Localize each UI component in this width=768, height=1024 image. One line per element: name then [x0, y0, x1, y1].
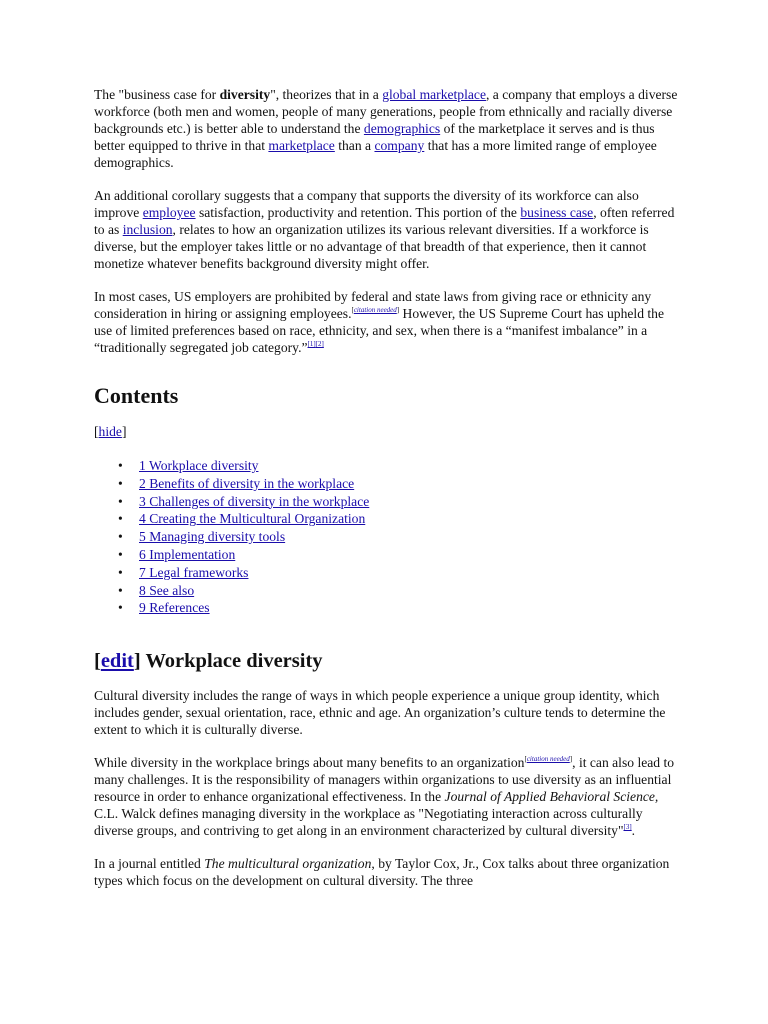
link-global-marketplace[interactable]: global marketplace — [382, 87, 486, 102]
link-employee[interactable]: employee — [142, 205, 196, 220]
toc-link-references[interactable]: 9 References — [139, 600, 210, 616]
contents-hide-toggle: [hide] — [94, 424, 127, 439]
bullet-icon: • — [118, 475, 123, 491]
link-company[interactable]: company — [374, 138, 425, 153]
edit-section-link[interactable]: edit — [100, 650, 134, 673]
toc-item — [118, 528, 678, 546]
reference-link-2[interactable]: [2] — [315, 340, 324, 348]
toc-link-implementation[interactable]: 6 Implementation — [139, 546, 236, 562]
toc-item — [118, 599, 678, 617]
toc-item — [118, 457, 678, 475]
bold-term: diversity — [219, 87, 271, 102]
toc-link-see-also[interactable]: 8 See also — [139, 582, 195, 598]
reference-marks — [624, 823, 632, 831]
toc-item — [118, 564, 678, 582]
link-marketplace[interactable]: marketplace — [268, 138, 335, 153]
bullet-icon: • — [118, 493, 123, 509]
toc-item — [118, 493, 678, 511]
bullet-icon: • — [118, 564, 123, 580]
section-paragraph-2: While diversity in the workplace brings about many benefits to an organization[citation needed], it can also lead to many challenges. It is the responsibility of managers within organizations to use diversity as an influential resource in order to enhance organizational effectiveness. In the Journal of Applied Behavioral Science, C.L. Walck defines managing diversity in the workplace as "Negotiating interaction across culturally diverse groups, and contriving to get along in an environment characterized by cultural diversity"[3]. — [94, 755, 675, 839]
toc-link-managing-tools[interactable]: 5 Managing diversity tools — [139, 529, 286, 545]
citation-needed-note: [citation needed] — [524, 755, 573, 764]
toc-link-challenges[interactable]: 3 Challenges of diversity in the workplace — [139, 493, 370, 509]
intro-paragraph-3: In most cases, US employers are prohibited by federal and state laws from giving race or ethnicity any consideration in hiring or assigning employees.[citation needed] However, the US Supreme Court has upheld the use of limited preferences based on race, ethnicity, and sex, when there is a “manifest imbalance” in a “traditionally segregated job category.”[1][2] — [94, 289, 664, 355]
link-business-case[interactable]: business case — [520, 205, 594, 220]
contents-heading: Contents — [94, 383, 179, 408]
toc-item — [118, 475, 678, 493]
bullet-icon: • — [118, 600, 123, 616]
reference-link-1[interactable]: [1] — [307, 340, 316, 348]
toc-link-legal-frameworks[interactable]: 7 Legal frameworks — [139, 564, 249, 580]
table-of-contents — [94, 457, 678, 617]
toc-link-workplace-diversity[interactable]: 1 Workplace diversity — [139, 458, 259, 473]
toc-item — [118, 582, 678, 600]
intro-paragraph-1: The "business case for diversity", theorizes that in a global marketplace, a company that employs a diverse workforce (both men and women, people of many generations, people from ethnically and racially diverse backgrounds etc.) is better able to understand the demographics of the marketplace it serves and is thus better equipped to thrive in that marketplace than a company that has a more limited range of employee demographics. — [94, 87, 678, 170]
bullet-icon: • — [118, 458, 123, 473]
citation-needed-link[interactable]: citation needed — [526, 755, 570, 764]
journal-title: The multicultural organization — [204, 856, 372, 872]
section-paragraph-1: Cultural diversity includes the range of ways in which people experience a unique group identity, which includes gender, sexual orientation, race, ethnic and age. An organization’s culture tends to determine the extent to which it is culturally diverse. — [94, 688, 666, 738]
bullet-icon: • — [118, 529, 123, 545]
reference-marks — [308, 340, 324, 348]
hide-contents-link[interactable]: hide — [98, 424, 122, 439]
bullet-icon: • — [118, 582, 123, 598]
toc-link-multicultural-organization[interactable]: 4 Creating the Multicultural Organization — [139, 511, 366, 527]
citation-needed-link[interactable]: citation needed — [353, 306, 397, 314]
toc-link-benefits[interactable]: 2 Benefits of diversity in the workplace — [139, 475, 355, 491]
citation-needed-note: [citation needed] — [351, 306, 400, 314]
section-paragraph-3: In a journal entitled The multicultural organization, by Taylor Cox, Jr., Cox talks about three organization types which focus on the development on cultural diversity. The three — [94, 856, 670, 889]
section-heading-workplace-diversity: [edit] Workplace diversity — [94, 650, 323, 673]
reference-link-3[interactable]: [3] — [623, 823, 632, 832]
link-inclusion[interactable]: inclusion — [122, 222, 173, 237]
bullet-icon: • — [118, 511, 123, 527]
bullet-icon: • — [118, 546, 123, 562]
link-demographics[interactable]: demographics — [363, 121, 441, 136]
intro-paragraph-2: An additional corollary suggests that a company that supports the diversity of its workforce can also improve employee satisfaction, productivity and retention. This portion of the business case, often referred to as inclusion, relates to how an organization utilizes its various relevant diversities. If a workforce is diverse, but the employer takes little or no advantage of that breadth of that experience, then it cannot monetize whatever benefits background diversity might offer. — [94, 188, 675, 271]
journal-title: Journal of Applied Behavioral Science, — [444, 789, 659, 805]
article-body — [94, 86, 678, 905]
toc-item — [118, 546, 678, 564]
toc-item — [118, 510, 678, 528]
